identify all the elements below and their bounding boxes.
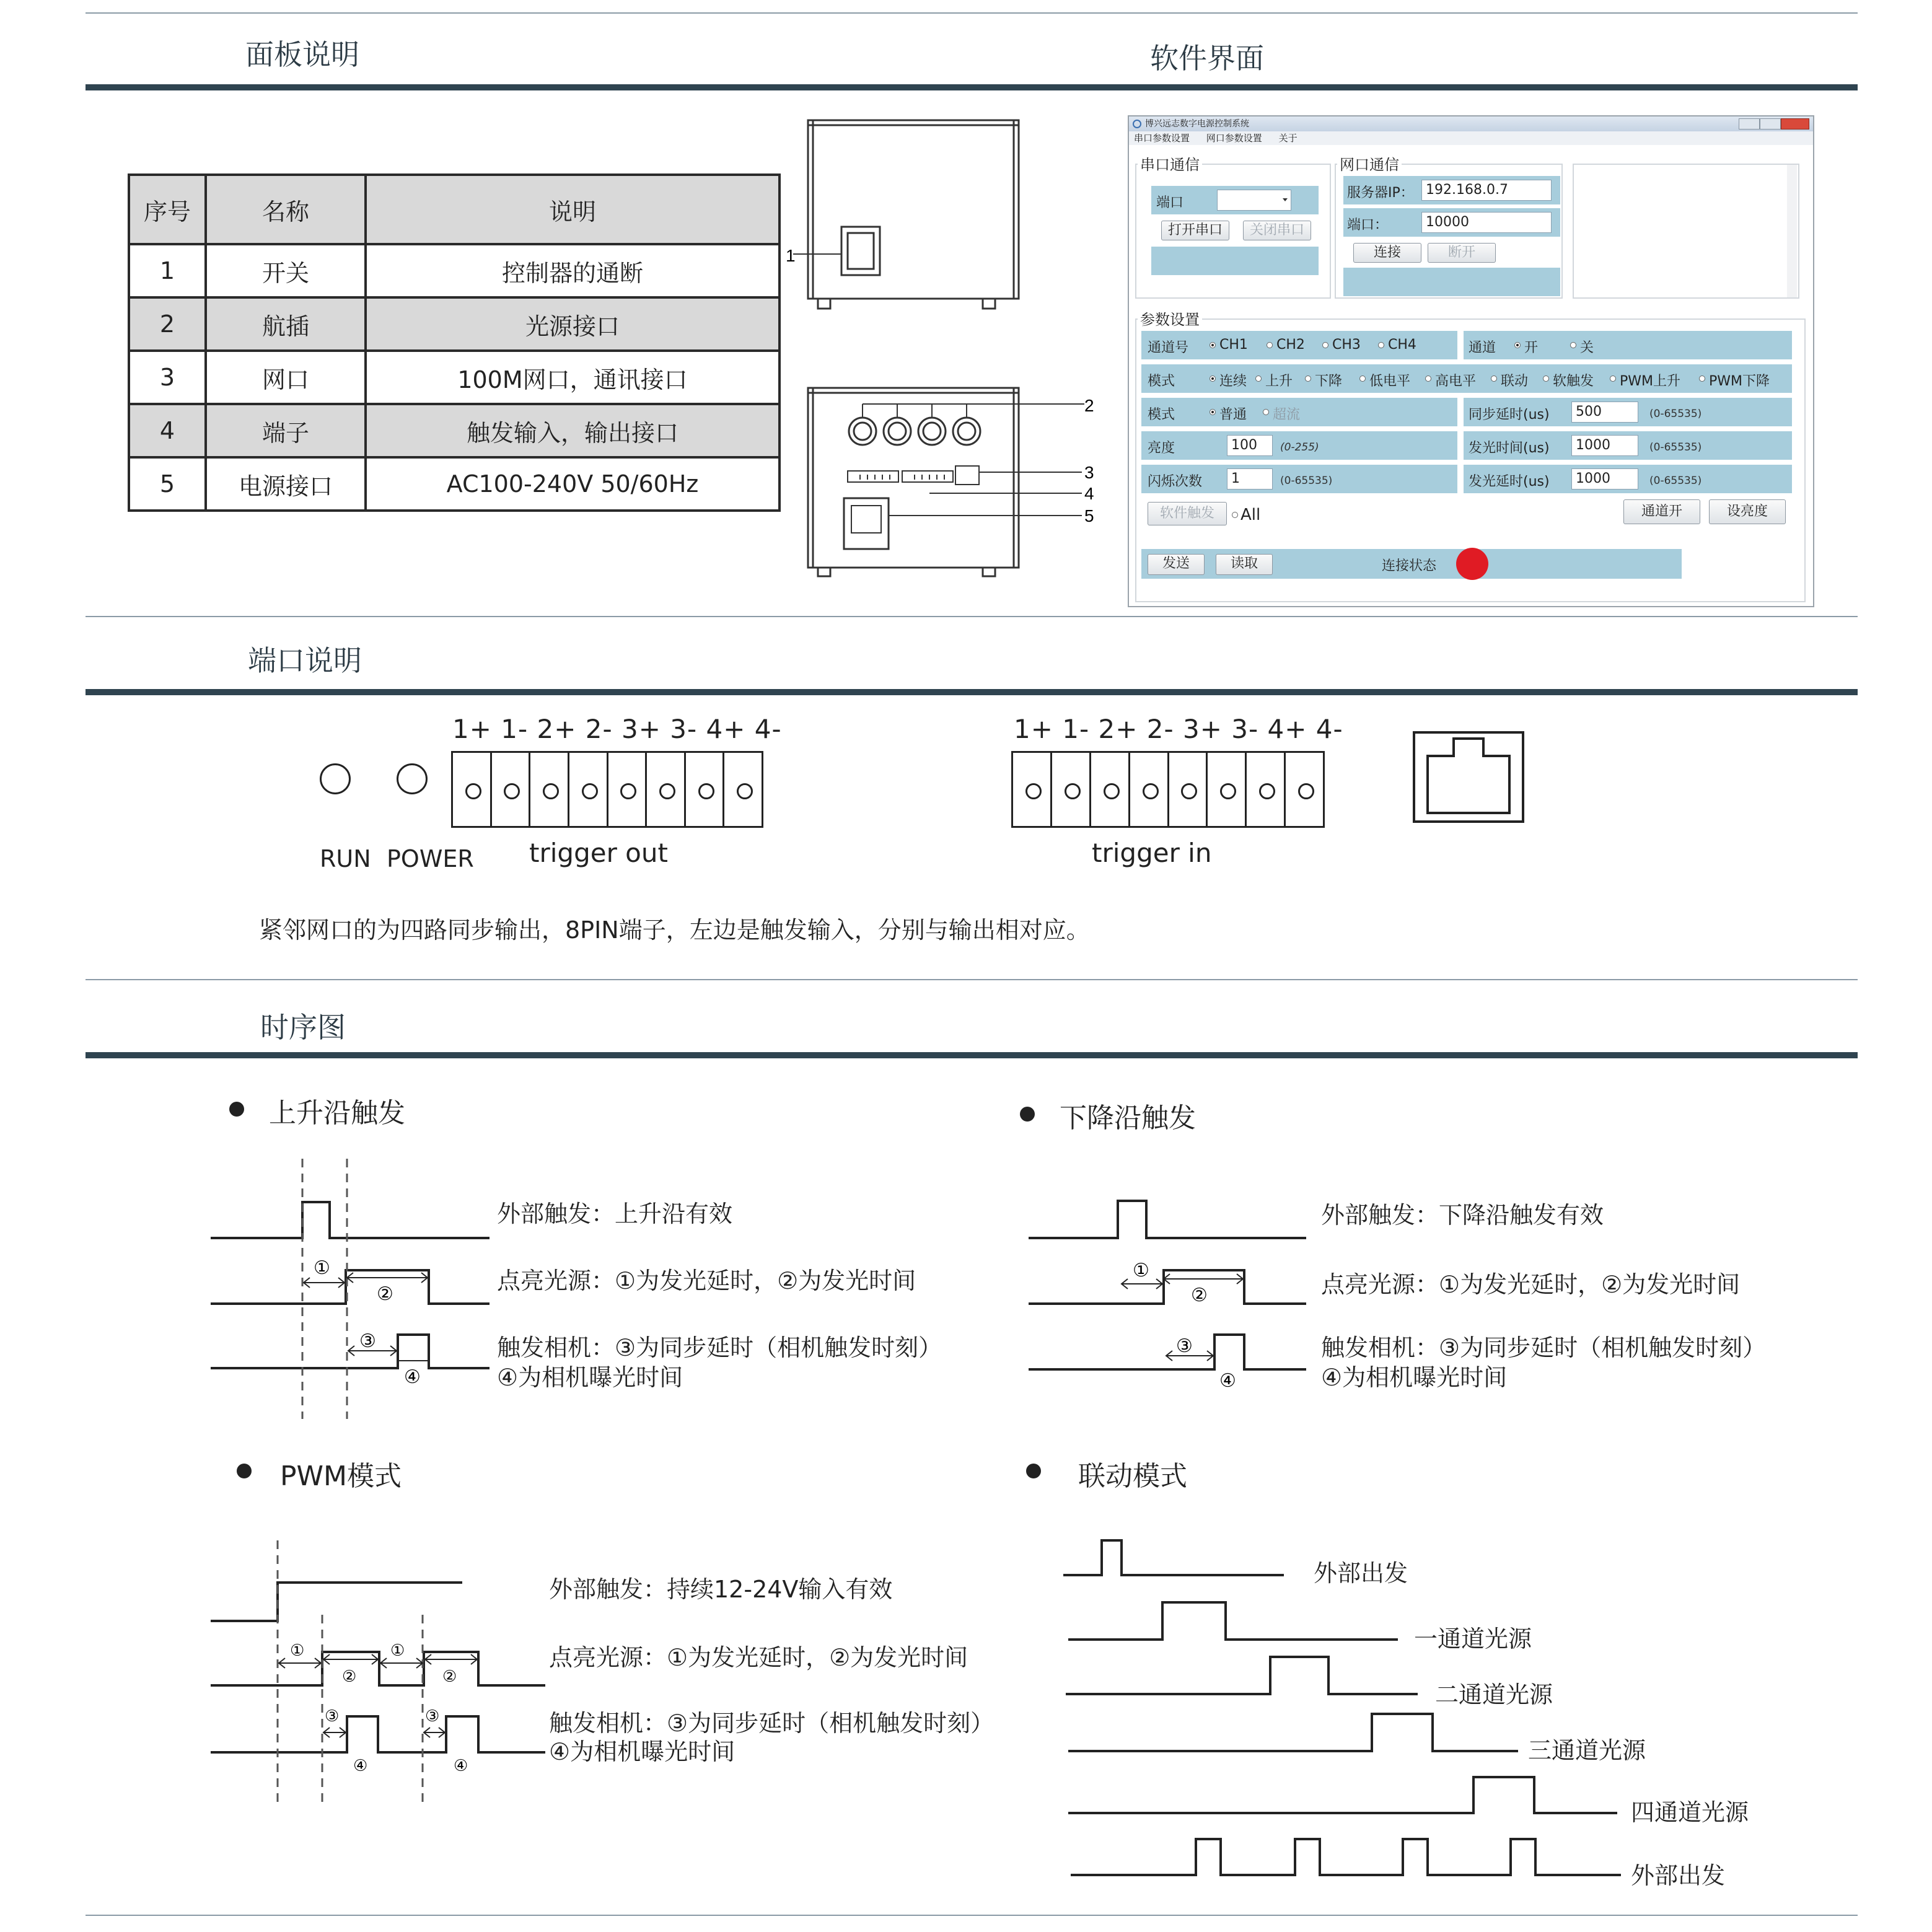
sync-delay-range: (0-65535) — [1649, 408, 1702, 420]
net-spacer-row — [1343, 268, 1560, 296]
trigger-in-pin-labels: 1+ 1- 2+ 2- 3+ 3- 4+ 4- — [1014, 714, 1343, 744]
table-cell: 航插 — [206, 297, 366, 351]
table-cell: 光源接口 — [366, 297, 779, 351]
pwm-title: PWM模式 — [280, 1460, 402, 1492]
radio-mode-linked[interactable] — [1491, 375, 1497, 382]
mark-4: ④ — [353, 1757, 368, 1775]
linked-label-ch3: 三通道光源 — [1528, 1737, 1646, 1764]
falling-light: 点亮光源：①为发光延时，②为发光时间 — [1321, 1271, 1741, 1298]
open-serial-button[interactable]: 打开串口 — [1161, 221, 1229, 240]
radio-ch1-label: CH1 — [1219, 337, 1248, 353]
radio-ch3[interactable] — [1322, 342, 1328, 348]
radio-ch3-label: CH3 — [1332, 337, 1361, 353]
blink-input[interactable]: 1 — [1227, 468, 1273, 490]
close-serial-button[interactable]: 关闭串口 — [1243, 221, 1311, 240]
brightness-range: (0-255) — [1280, 441, 1319, 454]
mark-3: ③ — [425, 1707, 440, 1726]
linked-label-ch1: 一通道光源 — [1414, 1625, 1532, 1653]
section-title-panel: 面板说明 — [245, 38, 359, 71]
mark-1: ① — [290, 1641, 305, 1660]
table-cell: 端子 — [206, 404, 366, 457]
table-header-row — [129, 175, 779, 244]
pwm-waveform — [211, 1540, 551, 1807]
trigger-out-terminal — [451, 751, 763, 828]
trigger-out-pin-labels: 1+ 1- 2+ 2- 3+ 3- 4+ 4- — [452, 714, 782, 744]
mark-1: ① — [314, 1257, 330, 1279]
falling-title: 下降沿触发 — [1060, 1102, 1196, 1134]
divider-ports — [86, 616, 1858, 617]
radio-mode-pwm-fall-label: PWM下降 — [1709, 374, 1770, 389]
mark-3: ③ — [1176, 1335, 1193, 1357]
menu-item-serial-settings[interactable]: 串口参数设置 — [1134, 133, 1190, 144]
flash-time-range: (0-65535) — [1649, 441, 1702, 454]
run-led-icon — [320, 763, 351, 794]
linked-title: 联动模式 — [1078, 1460, 1187, 1492]
section-title-software: 软件界面 — [1150, 42, 1264, 75]
table-header: 说明 — [366, 175, 779, 244]
menu-bar — [1129, 131, 1813, 145]
blink-label: 闪烁次数 — [1148, 474, 1203, 490]
table-cell: 触发输入，输出接口 — [366, 404, 779, 457]
radio-all-label: All — [1240, 506, 1261, 524]
linked-label-ch2: 二通道光源 — [1435, 1681, 1553, 1708]
flash-time-input[interactable]: 1000 — [1571, 435, 1638, 456]
radio-mode-high[interactable] — [1425, 375, 1431, 382]
blink-range: (0-65535) — [1280, 475, 1333, 487]
rising-light: 点亮光源：①为发光延时，②为发光时间 — [497, 1267, 916, 1294]
radio-mode-continuous-label: 连续 — [1219, 374, 1247, 389]
pwm-light: 点亮光源：①为发光延时，②为发光时间 — [549, 1644, 968, 1671]
power-led-icon — [397, 763, 428, 794]
radio-mode-falling-label: 下降 — [1315, 374, 1343, 389]
bullet-icon — [229, 1102, 244, 1117]
flash-delay-range: (0-65535) — [1649, 475, 1702, 487]
software-window — [1128, 115, 1814, 607]
mode2-label: 模式 — [1148, 407, 1175, 423]
radio-mode-rising-label: 上升 — [1265, 374, 1293, 389]
channel-switch-row — [1464, 331, 1792, 359]
maximize-icon[interactable] — [1760, 118, 1781, 130]
trigger-in-label: trigger in — [1092, 838, 1212, 868]
server-ip-input[interactable]: 192.168.0.7 — [1421, 180, 1552, 201]
radio-ch4[interactable] — [1378, 342, 1384, 348]
soft-trigger-button[interactable]: 软件触发 — [1148, 502, 1227, 525]
radio-mode-pwm-fall[interactable] — [1699, 375, 1705, 382]
log-scrollbar[interactable] — [1787, 165, 1797, 297]
table-cell: 3 — [129, 351, 206, 404]
mark-3: ③ — [325, 1707, 340, 1726]
radio-ch1[interactable] — [1210, 342, 1216, 348]
table-header: 名称 — [206, 175, 366, 244]
window-title: 博兴远志数字电源控制系统 — [1129, 116, 1813, 131]
rising-ext: 外部触发：上升沿有效 — [497, 1200, 733, 1227]
callout-3: 3 — [1084, 463, 1094, 482]
channel-label: 通道号 — [1148, 340, 1189, 356]
radio-switch-off-label: 关 — [1580, 340, 1594, 356]
mark-2: ② — [1191, 1284, 1208, 1306]
mark-2: ② — [377, 1283, 393, 1305]
radio-normal[interactable] — [1210, 409, 1216, 415]
bottom-divider — [86, 1915, 1858, 1916]
radio-overcurrent-label: 超流 — [1273, 407, 1301, 423]
linked-label-ch4: 四通道光源 — [1631, 1799, 1749, 1826]
radio-mode-low[interactable] — [1359, 375, 1366, 382]
brightness-label: 亮度 — [1148, 441, 1175, 456]
net-group-label: 网口通信 — [1337, 152, 1402, 174]
linked-label-ext-1: 外部出发 — [1314, 1560, 1408, 1587]
radio-mode-continuous[interactable] — [1210, 375, 1216, 382]
divider-timing — [86, 979, 1858, 980]
mark-4: ④ — [404, 1366, 421, 1388]
table-cell: 2 — [129, 297, 206, 351]
mark-2: ② — [442, 1667, 457, 1686]
pwm-cam1: 触发相机：③为同步延时（相机触发时刻） — [549, 1710, 995, 1737]
net-port-input[interactable]: 10000 — [1421, 212, 1552, 233]
power-label: POWER — [387, 845, 474, 872]
menu-item-about[interactable]: 关于 — [1278, 133, 1298, 144]
callout-4: 4 — [1084, 484, 1094, 503]
menu-item-net-settings[interactable]: 网口参数设置 — [1206, 133, 1262, 144]
flash-time-label: 发光时间(us) — [1469, 441, 1550, 456]
radio-ch4-label: CH4 — [1388, 337, 1416, 353]
radio-switch-on-label: 开 — [1524, 340, 1539, 356]
radio-mode-falling[interactable] — [1305, 375, 1311, 382]
params-group-label: 参数设置 — [1138, 307, 1202, 329]
sync-delay-label: 同步延时(us) — [1469, 407, 1550, 423]
net-port-label: 端口： — [1347, 217, 1389, 233]
minimize-icon[interactable] — [1739, 118, 1760, 130]
table-row — [129, 351, 779, 404]
mark-1: ① — [1133, 1260, 1149, 1281]
port-note: 紧邻网口的为四路同步输出，8PIN端子，左边是触发输入，分别与输出相对应。 — [259, 916, 1090, 944]
serial-group-label: 串口通信 — [1138, 152, 1202, 174]
rising-title: 上升沿触发 — [269, 1097, 405, 1129]
trigger-out-label: trigger out — [529, 838, 668, 868]
serial-port-label: 端口 — [1156, 195, 1184, 211]
mode-label: 模式 — [1148, 374, 1175, 389]
mark-4: ④ — [454, 1757, 468, 1775]
table-header: 序号 — [129, 175, 206, 244]
radio-mode-pwm-rise[interactable] — [1610, 375, 1616, 382]
flash-delay-label: 发光延时(us) — [1469, 474, 1550, 490]
table-cell: 网口 — [206, 351, 366, 404]
section-bar-ports — [86, 689, 1858, 695]
device-drawing — [775, 115, 1097, 586]
sync-delay-input[interactable]: 500 — [1571, 402, 1638, 423]
channel-on-button[interactable]: 通道开 — [1623, 499, 1700, 524]
bullet-icon — [1026, 1464, 1041, 1478]
channel-switch-label: 通道 — [1469, 340, 1496, 356]
run-label: RUN — [320, 845, 371, 872]
falling-cam2: ④为相机曝光时间 — [1321, 1364, 1508, 1391]
linked-label-ext-2: 外部出发 — [1631, 1862, 1726, 1889]
table-cell: 4 — [129, 404, 206, 457]
serial-port-select[interactable] — [1217, 190, 1291, 211]
pwm-ext: 外部触发：持续12-24V输入有效 — [549, 1576, 893, 1603]
rising-cam2: ④为相机曝光时间 — [497, 1364, 683, 1391]
radio-switch-on[interactable] — [1514, 342, 1521, 348]
table-cell: 1 — [129, 244, 206, 297]
connect-button[interactable]: 连接 — [1353, 243, 1421, 263]
radio-overcurrent[interactable] — [1263, 409, 1269, 415]
callout-2: 2 — [1084, 396, 1094, 415]
rising-cam1: 触发相机：③为同步延时（相机触发时刻） — [497, 1334, 942, 1361]
send-button[interactable]: 发送 — [1148, 554, 1205, 575]
section-bar-panel — [86, 84, 1858, 90]
table-cell: 电源接口 — [206, 457, 366, 511]
section-title-timing: 时序图 — [260, 1011, 346, 1044]
radio-normal-label: 普通 — [1219, 407, 1247, 423]
radio-mode-soft-label: 软触发 — [1553, 374, 1594, 389]
close-icon[interactable] — [1781, 118, 1809, 130]
trigger-in-terminal — [1011, 751, 1325, 828]
radio-mode-low-label: 低电平 — [1369, 374, 1411, 389]
radio-mode-high-label: 高电平 — [1435, 374, 1477, 389]
radio-switch-off[interactable] — [1570, 342, 1576, 348]
set-brightness-button[interactable]: 设亮度 — [1709, 499, 1786, 524]
ethernet-port-icon — [1413, 731, 1526, 824]
falling-ext: 外部触发：下降沿触发有效 — [1321, 1201, 1604, 1229]
mark-3: ③ — [359, 1330, 376, 1352]
brightness-input[interactable]: 100 — [1227, 435, 1273, 456]
mark-4: ④ — [1219, 1370, 1236, 1392]
table-cell: 开关 — [206, 244, 366, 297]
serial-spacer-row — [1151, 247, 1319, 275]
falling-waveform — [1029, 1190, 1314, 1400]
table-cell: AC100-240V 50/60Hz — [366, 457, 779, 511]
table-row — [129, 457, 779, 511]
radio-ch2[interactable] — [1267, 342, 1273, 348]
section-bar-timing — [86, 1052, 1858, 1058]
table-cell: 5 — [129, 457, 206, 511]
section-title-ports: 端口说明 — [248, 644, 362, 677]
mark-1: ① — [390, 1641, 405, 1660]
radio-all[interactable] — [1232, 512, 1238, 518]
connection-status-indicator — [1456, 548, 1488, 580]
radio-mode-rising[interactable] — [1255, 375, 1262, 382]
flash-delay-input[interactable]: 1000 — [1571, 468, 1638, 490]
radio-mode-soft[interactable] — [1543, 375, 1549, 382]
bullet-icon — [237, 1464, 252, 1478]
spec-table — [128, 173, 781, 512]
server-ip-label: 服务器IP： — [1347, 185, 1414, 201]
bullet-icon — [1020, 1107, 1035, 1122]
radio-ch2-label: CH2 — [1276, 337, 1305, 353]
log-textarea[interactable] — [1573, 164, 1799, 299]
read-button[interactable]: 读取 — [1216, 554, 1273, 575]
callout-1: 1 — [786, 246, 796, 265]
radio-mode-pwm-rise-label: PWM上升 — [1620, 374, 1681, 389]
chevron-down-icon — [1283, 198, 1288, 201]
top-divider — [86, 12, 1858, 14]
table-row — [129, 244, 779, 297]
mark-2: ② — [342, 1667, 357, 1686]
falling-cam1: 触发相机：③为同步延时（相机触发时刻） — [1321, 1334, 1767, 1361]
rising-waveform — [211, 1159, 496, 1419]
app-icon — [1133, 120, 1141, 128]
radio-mode-linked-label: 联动 — [1501, 374, 1529, 389]
connection-status-label: 连接状态 — [1382, 558, 1437, 574]
disconnect-button[interactable]: 断开 — [1428, 243, 1496, 263]
pwm-cam2: ④为相机曝光时间 — [549, 1738, 735, 1765]
table-cell: 控制器的通断 — [366, 244, 779, 297]
table-row — [129, 404, 779, 457]
table-cell: 100M网口，通讯接口 — [366, 351, 779, 404]
table-row — [129, 297, 779, 351]
callout-5: 5 — [1084, 506, 1094, 525]
